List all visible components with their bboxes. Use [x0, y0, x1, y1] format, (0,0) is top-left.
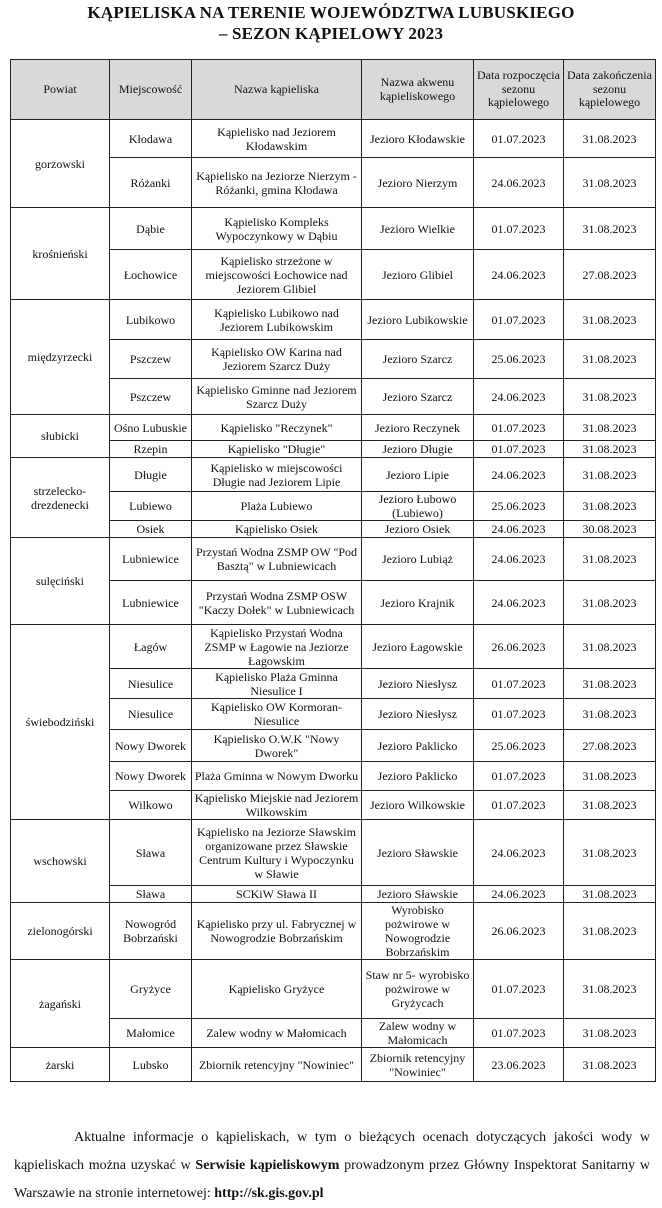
cell-nazwa-kapieliska: Kąpielisko na Jeziorze Nierzym - Różanki, gmina Kłodawa: [192, 158, 362, 208]
cell-miejscowosc: Łagów: [110, 625, 192, 669]
cell-miejscowosc: Pszczew: [110, 379, 192, 415]
table-row: [11, 415, 656, 441]
cell-miejscowosc: Rzepin: [110, 441, 192, 458]
footer-text-after: prowadzonym przez Główny Inspektorat Sanitarny w Warszawie na stronie internetowej:: [14, 1158, 651, 1201]
cell-nazwa-akwenu: Jezioro Wielkie: [362, 208, 474, 250]
cell-nazwa-kapieliska: Kąpielisko przy ul. Fabrycznej w Nowogrodzie Bobrzańskim: [192, 903, 362, 960]
table-row: [11, 538, 656, 581]
cell-nazwa-kapieliska: Kąpielisko "Reczynek": [192, 415, 362, 441]
table-row: [11, 820, 656, 886]
cell-miejscowosc: Lubniewice: [110, 581, 192, 625]
cell-data-rozpoczecia: 26.06.2023: [474, 625, 564, 669]
cell-powiat: sulęciński: [11, 538, 110, 625]
cell-data-zakonczenia: 31.08.2023: [564, 1048, 656, 1082]
table-row: [11, 1048, 656, 1082]
cell-data-rozpoczecia: 25.06.2023: [474, 492, 564, 521]
table-row: [11, 300, 656, 340]
cell-data-zakonczenia: 31.08.2023: [564, 762, 656, 791]
cell-powiat: krośnieński: [11, 208, 110, 300]
page-title: KĄPIELISKA NA TERENIE WOJEWÓDZTWA LUBUSKIEGO: [87, 3, 575, 22]
table-row: [11, 208, 656, 250]
cell-miejscowosc: Niesulice: [110, 699, 192, 730]
cell-nazwa-kapieliska: Kąpielisko Przystań Wodna ZSMP w Łagowie na Jeziorze Łagowskim: [192, 625, 362, 669]
table-row: [11, 120, 656, 158]
cell-data-rozpoczecia: 01.07.2023: [474, 791, 564, 820]
cell-powiat: zielonogórski: [11, 903, 110, 960]
cell-nazwa-akwenu: Zalew wodny w Małomicach: [362, 1019, 474, 1048]
cell-nazwa-akwenu: Jezioro Łagowskie: [362, 625, 474, 669]
cell-nazwa-kapieliska: Plaża Gminna w Nowym Dworku: [192, 762, 362, 791]
cell-nazwa-akwenu: Jezioro Paklicko: [362, 730, 474, 762]
header-nazwa-akwenu: Nazwa akwenu kąpieliskowego: [362, 60, 474, 120]
cell-nazwa-akwenu: Jezioro Lubikowskie: [362, 300, 474, 340]
table-row: [11, 960, 656, 1019]
cell-data-zakonczenia: 31.08.2023: [564, 492, 656, 521]
cell-data-rozpoczecia: 24.06.2023: [474, 886, 564, 903]
cell-nazwa-akwenu: Jezioro Szarcz: [362, 379, 474, 415]
cell-nazwa-akwenu: Jezioro Lubiąż: [362, 538, 474, 581]
cell-miejscowosc: Nowy Dworek: [110, 762, 192, 791]
cell-nazwa-kapieliska: Kąpielisko "Długie": [192, 441, 362, 458]
cell-miejscowosc: Nowogród Bobrzański: [110, 903, 192, 960]
cell-miejscowosc: Małomice: [110, 1019, 192, 1048]
header-miejscowosc: Miejscowość: [110, 60, 192, 120]
table-header-row: [11, 60, 656, 120]
cell-nazwa-kapieliska: Kąpielisko Osiek: [192, 521, 362, 538]
cell-nazwa-akwenu: Jezioro Reczynek: [362, 415, 474, 441]
bathing-sites-table: [10, 59, 656, 1082]
cell-nazwa-akwenu: Wyrobisko pożwirowe w Nowogrodzie Bobrzańskim: [362, 903, 474, 960]
cell-data-zakonczenia: 31.08.2023: [564, 960, 656, 1019]
cell-data-zakonczenia: 31.08.2023: [564, 379, 656, 415]
cell-nazwa-kapieliska: Kąpielisko w miejscowości Długie nad Jeziorem Lipie: [192, 458, 362, 492]
cell-data-rozpoczecia: 23.06.2023: [474, 1048, 564, 1082]
cell-nazwa-akwenu: Staw nr 5- wyrobisko pożwirowe w Gryżycach: [362, 960, 474, 1019]
cell-data-rozpoczecia: 01.07.2023: [474, 1019, 564, 1048]
cell-miejscowosc: Pszczew: [110, 340, 192, 379]
cell-nazwa-kapieliska: Kąpielisko OW Kormoran-Niesulice: [192, 699, 362, 730]
cell-nazwa-akwenu: Jezioro Osiek: [362, 521, 474, 538]
cell-data-zakonczenia: 31.08.2023: [564, 581, 656, 625]
header-data-rozpoczecia: Data rozpoczęcia sezonu kąpielowego: [474, 60, 564, 120]
cell-data-zakonczenia: 30.08.2023: [564, 521, 656, 538]
cell-nazwa-kapieliska: Zalew wodny w Małomicach: [192, 1019, 362, 1048]
cell-miejscowosc: Lubsko: [110, 1048, 192, 1082]
cell-miejscowosc: Łochowice: [110, 250, 192, 300]
header-data-zakonczenia: Data zakończenia sezonu kąpielowego: [564, 60, 656, 120]
cell-powiat: strzelecko-drezdenecki: [11, 458, 110, 538]
cell-nazwa-kapieliska: Zbiornik retencyjny "Nowiniec": [192, 1048, 362, 1082]
cell-data-zakonczenia: 31.08.2023: [564, 415, 656, 441]
cell-data-zakonczenia: 31.08.2023: [564, 886, 656, 903]
cell-nazwa-akwenu: Jezioro Lipie: [362, 458, 474, 492]
footer-service-name: Serwisie kąpieliskowym: [195, 1158, 340, 1173]
cell-data-rozpoczecia: 01.07.2023: [474, 960, 564, 1019]
cell-nazwa-akwenu: Jezioro Nierzym: [362, 158, 474, 208]
cell-data-zakonczenia: 27.08.2023: [564, 250, 656, 300]
cell-data-rozpoczecia: 24.06.2023: [474, 581, 564, 625]
footer-note: [14, 1124, 650, 1208]
cell-data-rozpoczecia: 01.07.2023: [474, 208, 564, 250]
cell-data-zakonczenia: 31.08.2023: [564, 441, 656, 458]
cell-data-zakonczenia: 31.08.2023: [564, 538, 656, 581]
table-row: [11, 625, 656, 669]
cell-data-rozpoczecia: 24.06.2023: [474, 250, 564, 300]
cell-data-rozpoczecia: 01.07.2023: [474, 300, 564, 340]
cell-miejscowosc: Lubniewice: [110, 538, 192, 581]
cell-miejscowosc: Długie: [110, 458, 192, 492]
cell-data-rozpoczecia: 01.07.2023: [474, 441, 564, 458]
cell-miejscowosc: Wilkowo: [110, 791, 192, 820]
header-nazwa-kapieliska: Nazwa kąpieliska: [192, 60, 362, 120]
cell-nazwa-kapieliska: Przystań Wodna ZSMP OSW "Kaczy Dołek" w Lubniewicach: [192, 581, 362, 625]
cell-data-zakonczenia: 31.08.2023: [564, 1019, 656, 1048]
cell-nazwa-akwenu: Jezioro Szarcz: [362, 340, 474, 379]
cell-nazwa-kapieliska: Kąpielisko strzeżone w miejscowości Łochowice nad Jeziorem Glibiel: [192, 250, 362, 300]
cell-nazwa-akwenu: Jezioro Niesłysz: [362, 669, 474, 699]
table-row: [11, 903, 656, 960]
cell-nazwa-kapieliska: Kąpielisko O.W.K "Nowy Dworek": [192, 730, 362, 762]
cell-nazwa-akwenu: Jezioro Łubowo (Lubiewo): [362, 492, 474, 521]
header-powiat: Powiat: [11, 60, 110, 120]
cell-nazwa-akwenu: Jezioro Sławskie: [362, 886, 474, 903]
cell-data-rozpoczecia: 24.06.2023: [474, 538, 564, 581]
cell-data-rozpoczecia: 24.06.2023: [474, 521, 564, 538]
cell-data-zakonczenia: 31.08.2023: [564, 340, 656, 379]
cell-data-zakonczenia: 31.08.2023: [564, 820, 656, 886]
cell-powiat: słubicki: [11, 415, 110, 458]
cell-powiat: międzyrzecki: [11, 300, 110, 415]
cell-nazwa-kapieliska: Kąpielisko Gminne nad Jeziorem Szarcz Duży: [192, 379, 362, 415]
cell-miejscowosc: Lubiewo: [110, 492, 192, 521]
cell-miejscowosc: Osiek: [110, 521, 192, 538]
cell-miejscowosc: Sława: [110, 886, 192, 903]
cell-data-zakonczenia: 31.08.2023: [564, 669, 656, 699]
cell-data-rozpoczecia: 01.07.2023: [474, 120, 564, 158]
cell-data-rozpoczecia: 24.06.2023: [474, 458, 564, 492]
cell-data-zakonczenia: 31.08.2023: [564, 791, 656, 820]
cell-powiat: żagański: [11, 960, 110, 1048]
cell-nazwa-akwenu: Jezioro Wilkowskie: [362, 791, 474, 820]
cell-data-rozpoczecia: 25.06.2023: [474, 730, 564, 762]
cell-data-zakonczenia: 31.08.2023: [564, 120, 656, 158]
cell-powiat: świebodziński: [11, 625, 110, 820]
cell-nazwa-kapieliska: Kąpielisko Gryżyce: [192, 960, 362, 1019]
cell-nazwa-akwenu: Jezioro Krajnik: [362, 581, 474, 625]
cell-powiat: żarski: [11, 1048, 110, 1082]
cell-nazwa-kapieliska: SCKiW Sława II: [192, 886, 362, 903]
page-subtitle: – SEZON KĄPIELOWY 2023: [218, 24, 444, 43]
cell-data-rozpoczecia: 01.07.2023: [474, 415, 564, 441]
cell-data-zakonczenia: 31.08.2023: [564, 300, 656, 340]
cell-data-zakonczenia: 31.08.2023: [564, 625, 656, 669]
cell-nazwa-akwenu: Jezioro Sławskie: [362, 820, 474, 886]
cell-nazwa-akwenu: Jezioro Kłodawskie: [362, 120, 474, 158]
cell-miejscowosc: Nowy Dworek: [110, 730, 192, 762]
cell-miejscowosc: Sława: [110, 820, 192, 886]
cell-data-zakonczenia: 31.08.2023: [564, 158, 656, 208]
cell-data-rozpoczecia: 01.07.2023: [474, 762, 564, 791]
cell-powiat: gorzowski: [11, 120, 110, 208]
cell-data-zakonczenia: 31.08.2023: [564, 699, 656, 730]
cell-nazwa-akwenu: Jezioro Glibiel: [362, 250, 474, 300]
cell-miejscowosc: Kłodawa: [110, 120, 192, 158]
table-body: [11, 120, 656, 1082]
cell-miejscowosc: Niesulice: [110, 669, 192, 699]
cell-nazwa-kapieliska: Kąpielisko nad Jeziorem Kłodawskim: [192, 120, 362, 158]
cell-miejscowosc: Dąbie: [110, 208, 192, 250]
cell-miejscowosc: Lubikowo: [110, 300, 192, 340]
table-row: [11, 458, 656, 492]
cell-powiat: wschowski: [11, 820, 110, 903]
cell-nazwa-kapieliska: Przystań Wodna ZSMP OW "Pod Basztą" w Lubniewicach: [192, 538, 362, 581]
cell-miejscowosc: Różanki: [110, 158, 192, 208]
cell-nazwa-kapieliska: Plaża Lubiewo: [192, 492, 362, 521]
cell-data-zakonczenia: 31.08.2023: [564, 208, 656, 250]
cell-data-zakonczenia: 31.08.2023: [564, 903, 656, 960]
cell-nazwa-kapieliska: Kąpielisko Plaża Gminna Niesulice I: [192, 669, 362, 699]
cell-data-rozpoczecia: 01.07.2023: [474, 669, 564, 699]
cell-nazwa-akwenu: Jezioro Długie: [362, 441, 474, 458]
footer-text-before: Aktualne informacje o kąpieliskach, w tym o bieżących ocenach dotyczących jakości wody w kąpieliskach można uzyskać w: [14, 1130, 650, 1173]
cell-nazwa-kapieliska: Kąpielisko Lubikowo nad Jeziorem Lubikowskim: [192, 300, 362, 340]
cell-data-rozpoczecia: 26.06.2023: [474, 903, 564, 960]
cell-nazwa-kapieliska: Kąpielisko na Jeziorze Sławskim organizowane przez Sławskie Centrum Kultury i Wypoczynku w Sławie: [192, 820, 362, 886]
footer-url: http://sk.gis.gov.pl: [214, 1186, 324, 1201]
cell-data-rozpoczecia: 24.06.2023: [474, 820, 564, 886]
cell-nazwa-akwenu: Zbiornik retencyjny "Nowiniec": [362, 1048, 474, 1082]
cell-miejscowosc: Gryżyce: [110, 960, 192, 1019]
cell-nazwa-kapieliska: Kąpielisko OW Karina nad Jeziorem Szarcz Duży: [192, 340, 362, 379]
cell-data-rozpoczecia: 24.06.2023: [474, 158, 564, 208]
cell-data-rozpoczecia: 01.07.2023: [474, 699, 564, 730]
cell-miejscowosc: Ośno Lubuskie: [110, 415, 192, 441]
cell-data-zakonczenia: 27.08.2023: [564, 730, 656, 762]
cell-nazwa-kapieliska: Kąpielisko Kompleks Wypoczynkowy w Dąbiu: [192, 208, 362, 250]
cell-nazwa-akwenu: Jezioro Paklicko: [362, 762, 474, 791]
cell-data-rozpoczecia: 24.06.2023: [474, 379, 564, 415]
cell-nazwa-kapieliska: Kąpielisko Miejskie nad Jeziorem Wilkowskim: [192, 791, 362, 820]
cell-data-zakonczenia: 31.08.2023: [564, 458, 656, 492]
cell-data-rozpoczecia: 25.06.2023: [474, 340, 564, 379]
cell-nazwa-akwenu: Jezioro Niesłysz: [362, 699, 474, 730]
